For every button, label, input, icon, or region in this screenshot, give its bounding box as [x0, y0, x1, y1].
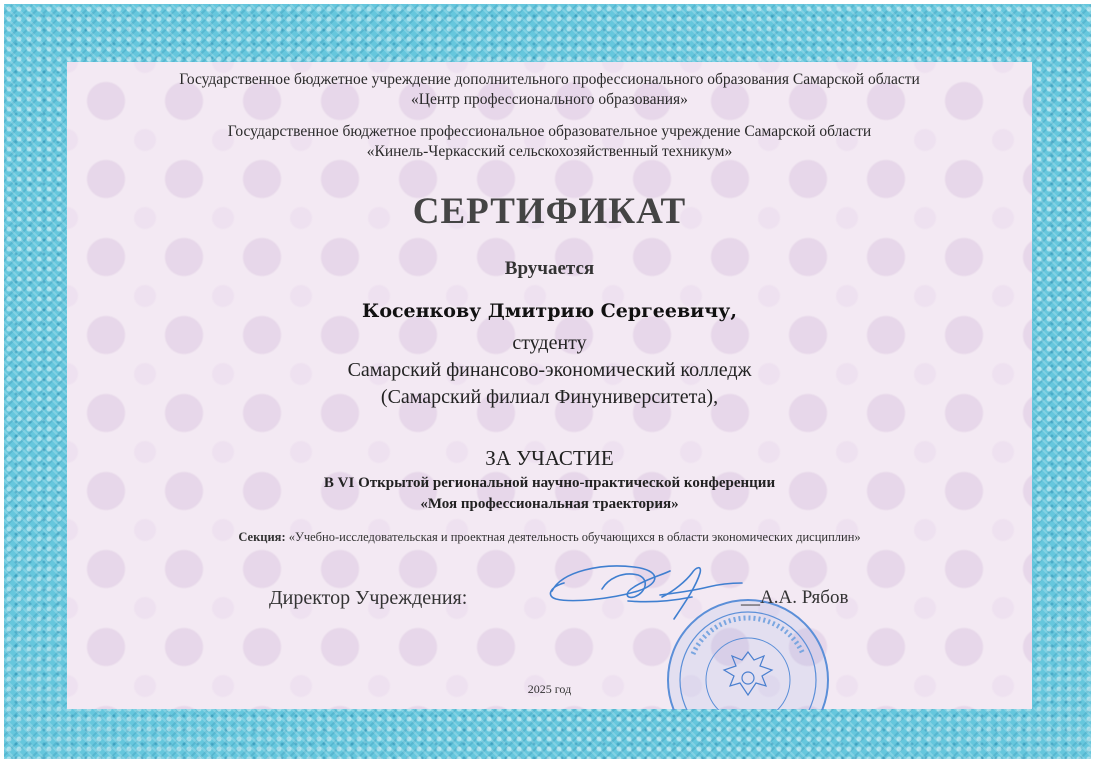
conference-name: В VI Открытой региональной научно-практической конференции [323, 475, 776, 491]
participation-heading: ЗА УЧАСТИЕ [485, 446, 614, 470]
conference-title: «Моя профессиональная траектория» [420, 496, 679, 512]
recipient-name: Косенкову Дмитрию Сергеевичу, [362, 300, 737, 322]
section-label: Секция: [238, 530, 286, 544]
awarded-label: Вручается [504, 258, 595, 279]
co-organizer-short-name: «Кинель-Черкасский сельскохозяйственный техникум» [366, 143, 733, 160]
director-label: Директор Учреждения: [269, 587, 468, 609]
signer-name: __А.А. Рябов [741, 587, 849, 608]
co-organizer-name: Государственное бюджетное профессиональное образовательное учреждение Самарской области [227, 123, 872, 140]
director-signature [542, 557, 772, 627]
recipient-status: студенту [512, 332, 587, 354]
certificate-year: 2025 год [527, 682, 572, 696]
college-name: Самарский финансово-экономический колледж [347, 359, 752, 381]
certificate-title: СЕРТИФИКАТ [412, 191, 687, 232]
section-line [67, 530, 1032, 545]
issuer-name: Государственное бюджетное учреждение дополнительного профессионального образования Самарской области [179, 71, 920, 88]
certificate-body [67, 62, 1032, 709]
issuer-organization [67, 70, 1032, 110]
section-text: «Учебно-исследовательская и проектная деятельность обучающихся в области экономических дисциплин» [288, 530, 861, 544]
co-organizer [67, 122, 1032, 162]
college-branch: (Самарский филиал Финуниверситета), [380, 386, 719, 408]
issuer-short-name: «Центр профессионального образования» [411, 91, 688, 108]
